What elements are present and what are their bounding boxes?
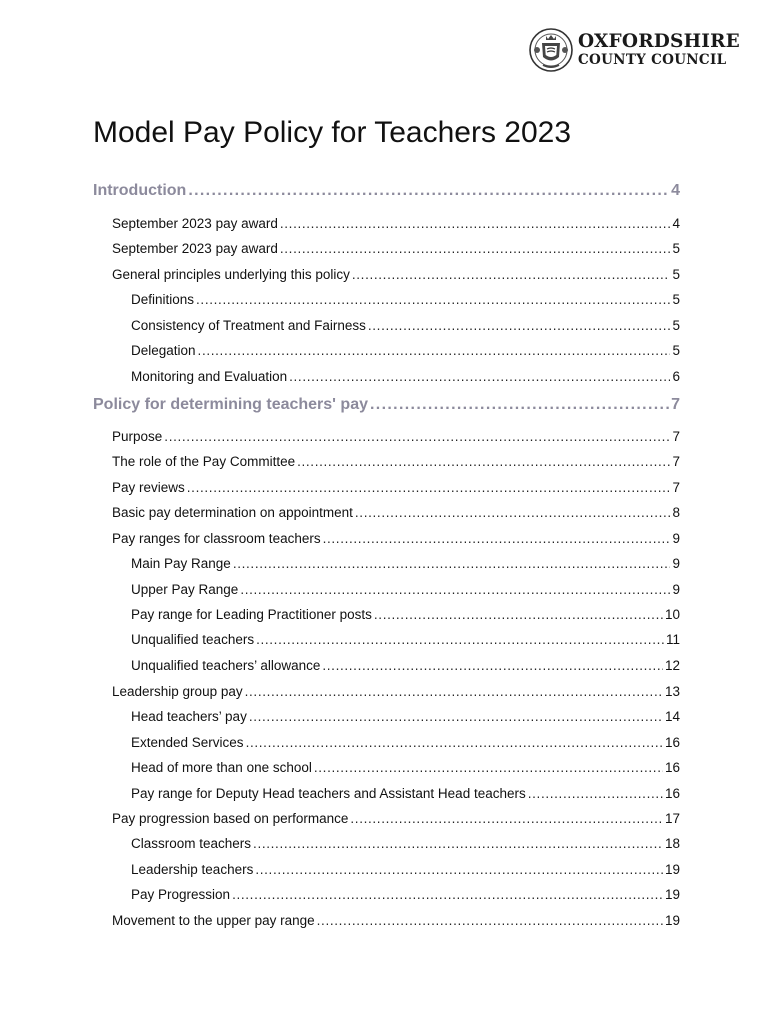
- toc-entry[interactable]: [131, 369, 680, 384]
- toc-entry-page: 14: [664, 709, 680, 724]
- toc-leader-dots: [322, 658, 663, 673]
- toc-leader-dots: [297, 454, 670, 469]
- toc-entry-label: Main Pay Range: [131, 556, 231, 571]
- toc-entry-label: September 2023 pay award: [112, 241, 278, 256]
- toc-entry[interactable]: [112, 241, 680, 256]
- toc-entry-page: 4: [672, 216, 680, 231]
- toc-entry-label: Policy for determining teachers' pay: [93, 396, 368, 413]
- toc-entry[interactable]: [112, 267, 680, 282]
- toc-entry[interactable]: [131, 760, 680, 775]
- toc-leader-dots: [280, 241, 671, 256]
- toc-leader-dots: [240, 582, 670, 597]
- toc-entry-label: September 2023 pay award: [112, 216, 278, 231]
- toc-entry[interactable]: [112, 505, 680, 520]
- toc-entry-label: General principles underlying this policy: [112, 267, 350, 282]
- toc-entry[interactable]: [131, 582, 680, 597]
- toc-entry[interactable]: [93, 182, 680, 200]
- page-title: Model Pay Policy for Teachers 2023: [93, 116, 572, 149]
- toc-entry[interactable]: [112, 531, 680, 546]
- toc-leader-dots: [232, 887, 663, 902]
- toc-entry-page: 13: [664, 684, 680, 699]
- toc-entry[interactable]: [131, 709, 680, 724]
- toc-entry[interactable]: [112, 913, 680, 928]
- toc-entry-label: Movement to the upper pay range: [112, 913, 315, 928]
- toc-entry-page: 5: [672, 292, 680, 307]
- toc-leader-dots: [317, 913, 663, 928]
- toc-leader-dots: [249, 709, 663, 724]
- toc-entry[interactable]: [112, 429, 680, 444]
- toc-leader-dots: [198, 343, 671, 358]
- toc-entry-label: Pay ranges for classroom teachers: [112, 531, 321, 546]
- toc-entry-page: 11: [665, 632, 680, 647]
- toc-entry-page: 18: [664, 836, 680, 851]
- toc-entry[interactable]: [131, 556, 680, 571]
- toc-entry-page: 19: [664, 862, 680, 877]
- toc-leader-dots: [374, 607, 663, 622]
- toc-leader-dots: [352, 267, 671, 282]
- toc-entry-page: 6: [672, 369, 680, 384]
- toc-entry-page: 17: [664, 811, 680, 826]
- toc-entry[interactable]: [131, 862, 680, 877]
- toc-leader-dots: [350, 811, 663, 826]
- toc-entry[interactable]: [112, 216, 680, 231]
- toc-entry-page: 16: [664, 786, 680, 801]
- toc-entry-page: 10: [664, 607, 680, 622]
- toc-leader-dots: [233, 556, 671, 571]
- toc-entry[interactable]: [131, 343, 680, 358]
- toc-entry-page: 7: [671, 396, 680, 413]
- toc-entry-page: 16: [664, 735, 680, 750]
- toc-entry[interactable]: [131, 632, 680, 647]
- toc-entry-page: 12: [664, 658, 680, 673]
- toc-leader-dots: [245, 684, 663, 699]
- toc-entry-page: 5: [672, 267, 680, 282]
- toc-entry-page: 7: [672, 480, 680, 495]
- toc-entry[interactable]: [112, 684, 680, 699]
- toc-entry[interactable]: [131, 658, 680, 673]
- toc-entry[interactable]: [131, 836, 680, 851]
- toc-entry-page: 7: [672, 454, 680, 469]
- toc-entry[interactable]: [131, 887, 680, 902]
- toc-leader-dots: [196, 292, 670, 307]
- toc-entry-page: 16: [664, 760, 680, 775]
- logo-subtitle: COUNTY COUNCIL: [578, 51, 727, 68]
- toc-leader-dots: [289, 369, 670, 384]
- toc-entry-page: 5: [672, 318, 680, 333]
- toc-entry[interactable]: [112, 811, 680, 826]
- logo-title: OXFORDSHIRE: [578, 31, 740, 52]
- toc-entry-label: Extended Services: [131, 735, 244, 750]
- toc-entry[interactable]: [131, 735, 680, 750]
- toc-entry-page: 19: [664, 887, 680, 902]
- toc-entry-label: Pay progression based on performance: [112, 811, 349, 826]
- toc-entry-label: Unqualified teachers: [131, 632, 255, 647]
- toc-entry-page: 5: [672, 241, 680, 256]
- toc-entry-label: Purpose: [112, 429, 163, 444]
- toc-leader-dots: [255, 862, 663, 877]
- toc-entry-page: 5: [672, 343, 680, 358]
- toc-leader-dots: [368, 318, 671, 333]
- toc-entry-label: Head of more than one school: [131, 760, 312, 775]
- toc-entry[interactable]: [131, 607, 680, 622]
- toc-entry-label: Unqualified teachers’ allowance: [131, 658, 321, 673]
- toc-entry-label: Upper Pay Range: [131, 582, 239, 597]
- toc-leader-dots: [188, 182, 669, 200]
- toc-entry-page: 19: [664, 913, 680, 928]
- toc-leader-dots: [323, 531, 671, 546]
- toc-entry-label: Monitoring and Evaluation: [131, 369, 288, 384]
- toc-entry-label: Pay range for Leading Practitioner posts: [131, 607, 372, 622]
- toc-entry[interactable]: [131, 786, 680, 801]
- toc-leader-dots: [314, 760, 663, 775]
- toc-entry-label: Delegation: [131, 343, 196, 358]
- toc-entry[interactable]: [112, 480, 680, 495]
- toc-leader-dots: [187, 480, 671, 495]
- toc-entry-page: 7: [672, 429, 680, 444]
- toc-entry-label: Pay range for Deputy Head teachers and Assistant Head teachers: [131, 786, 526, 801]
- toc-leader-dots: [246, 735, 663, 750]
- toc-entry-label: Introduction: [93, 182, 187, 199]
- toc-leader-dots: [355, 505, 671, 520]
- toc-leader-dots: [528, 786, 663, 801]
- toc-entry-label: Definitions: [131, 292, 195, 307]
- toc-entry-label: The role of the Pay Committee: [112, 454, 296, 469]
- toc-entry-page: 9: [672, 582, 680, 597]
- toc-entry-label: Consistency of Treatment and Fairness: [131, 318, 366, 333]
- toc-entry-label: Head teachers’ pay: [131, 709, 247, 724]
- toc-leader-dots: [370, 396, 669, 414]
- toc-entry-label: Leadership group pay: [112, 684, 243, 699]
- toc-leader-dots: [256, 632, 664, 647]
- council-crest-icon: [528, 27, 574, 73]
- toc-entry-page: 4: [671, 182, 680, 199]
- council-logo: [528, 27, 740, 73]
- toc-entry[interactable]: [93, 396, 680, 414]
- toc-entry-label: Leadership teachers: [131, 862, 254, 877]
- toc-leader-dots: [280, 216, 671, 231]
- toc-entry-label: Classroom teachers: [131, 836, 252, 851]
- toc-entry-label: Pay reviews: [112, 480, 185, 495]
- toc-leader-dots: [164, 429, 670, 444]
- toc-entry-page: 9: [672, 531, 680, 546]
- toc-entry-label: Basic pay determination on appointment: [112, 505, 353, 520]
- toc-entry-label: Pay Progression: [131, 887, 231, 902]
- toc-entry[interactable]: [112, 454, 680, 469]
- toc-leader-dots: [253, 836, 663, 851]
- toc-entry-page: 9: [672, 556, 680, 571]
- toc-entry[interactable]: [131, 292, 680, 307]
- toc-entry-page: 8: [672, 505, 680, 520]
- toc-entry[interactable]: [131, 318, 680, 333]
